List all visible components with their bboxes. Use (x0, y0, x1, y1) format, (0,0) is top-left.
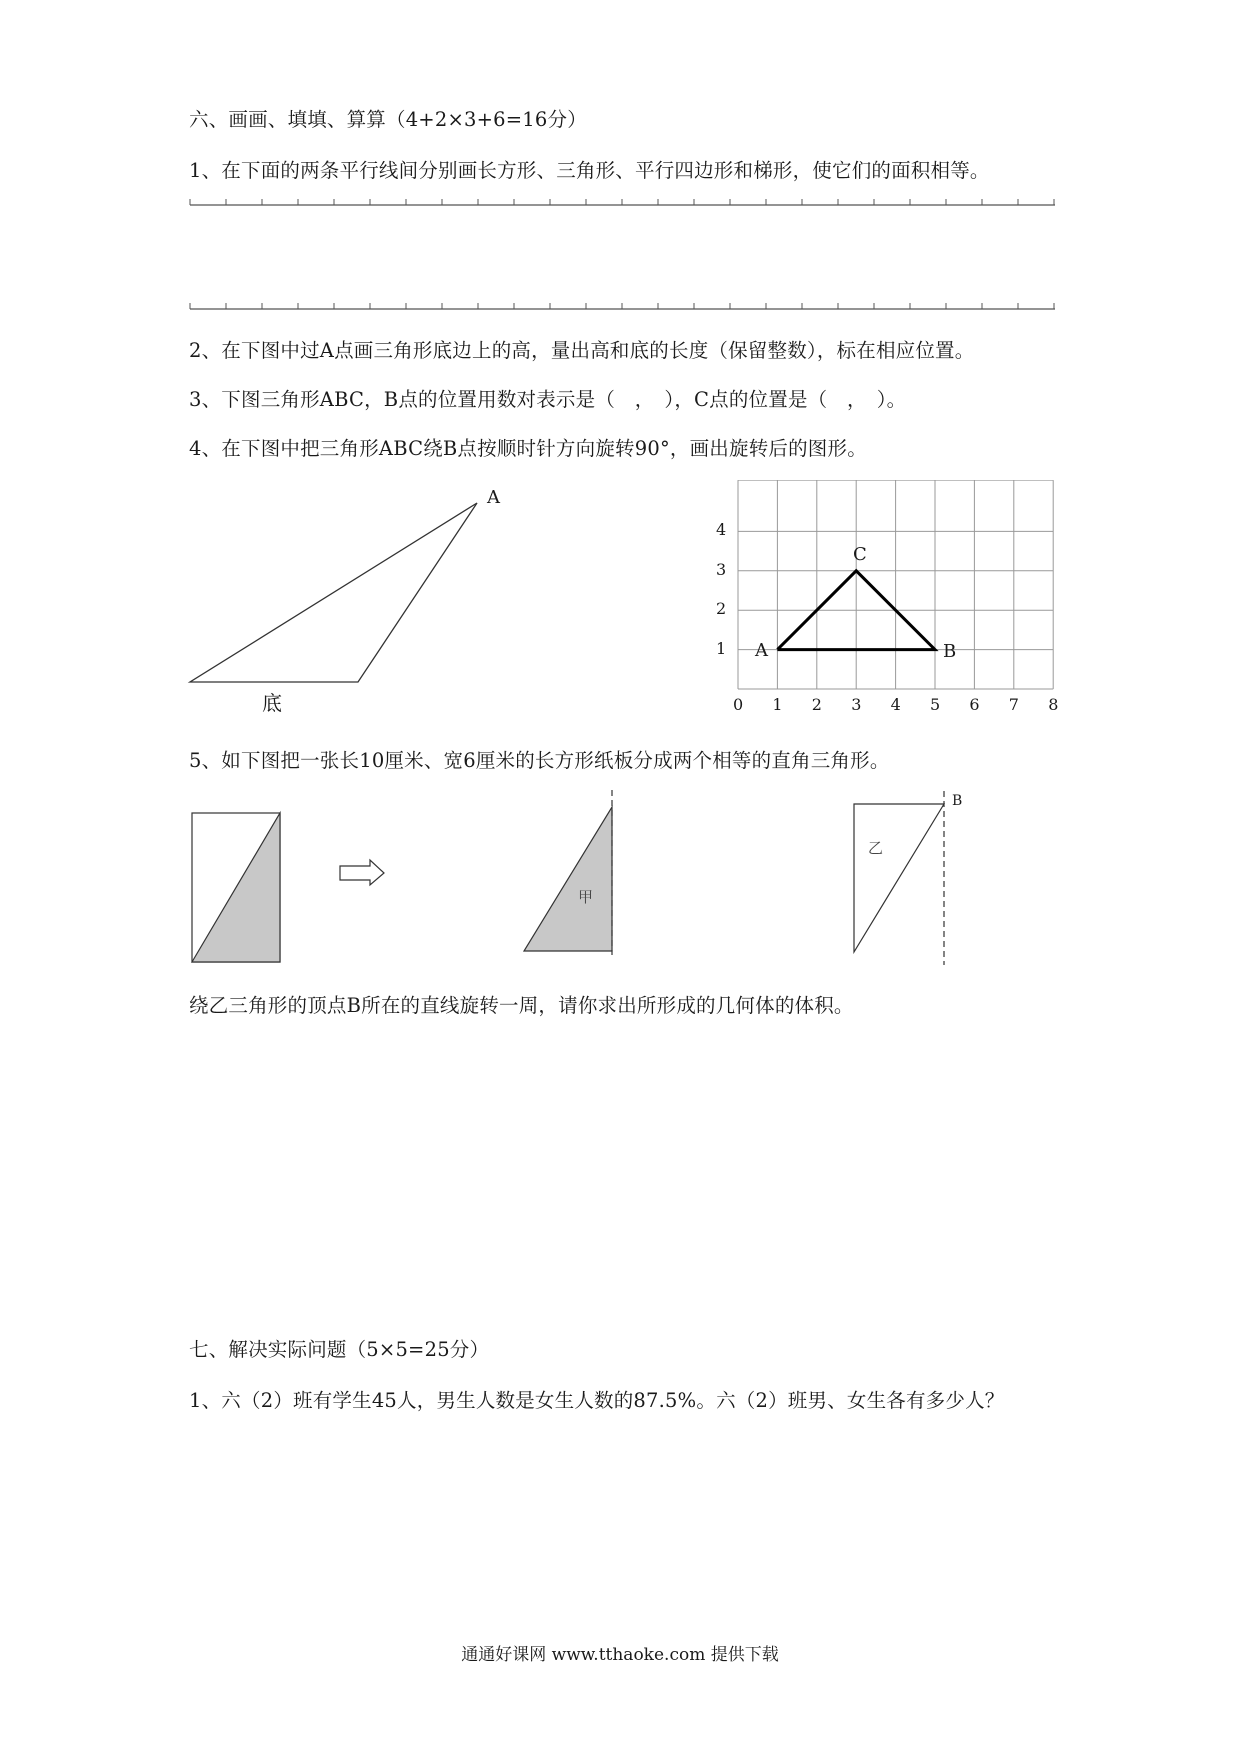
grid-point-c-label: C (853, 544, 867, 565)
y-tick-label: 4 (716, 520, 727, 540)
question-7-1: 1、六（2）班有学生45人，男生人数是女生人数的87.5%。六（2）班男、女生各有多少人？ (189, 1389, 1005, 1412)
grid-point-b-label: B (943, 641, 957, 662)
yi-label: 乙 (868, 839, 884, 857)
section-seven-heading: 七、解决实际问题（5×5=25分） (189, 1338, 490, 1361)
jia-label: 甲 (578, 888, 594, 906)
x-tick-label: 1 (772, 695, 783, 714)
question-6-2: 2、在下图中过A点画三角形底边上的高，量出高和底的长度（保留整数），标在相应位置。 (189, 339, 975, 362)
question-6-3: 3、下图三角形ABC，B点的位置用数对表示是（ ， ），C点的位置是（ ， ）。 (189, 388, 907, 411)
y-tick-label: 1 (716, 638, 727, 658)
y-tick-label: 3 (716, 559, 727, 579)
coordinate-grid (720, 480, 1060, 720)
arrow-icon (340, 860, 384, 885)
footer: 通通好课网 www.tthaoke.com 提供下载 (461, 1645, 779, 1665)
obtuse-triangle-figure (180, 480, 520, 700)
parallel-lines (185, 195, 1065, 315)
grid-point-a-label: A (755, 640, 768, 661)
rectangle-split-figure (180, 785, 980, 975)
x-tick-label: 6 (969, 695, 980, 714)
question-6-4: 4、在下图中把三角形ABC绕B点按顺时针方向旋转90°，画出旋转后的图形。 (189, 437, 867, 460)
triangle-yi (854, 804, 944, 952)
triangle-shape (190, 503, 477, 682)
section-six-heading: 六、画画、填填、算算（4+2×3+6=16分） (189, 108, 587, 131)
triangle-jia (524, 807, 612, 951)
x-tick-label: 7 (1008, 695, 1019, 714)
base-label: 底 (262, 691, 282, 715)
question-6-5: 5、如下图把一张长10厘米、宽6厘米的长方形纸板分成两个相等的直角三角形。 (189, 749, 890, 772)
x-tick-label: 8 (1048, 695, 1059, 714)
question-6-5-follow: 绕乙三角形的顶点B所在的直线旋转一周，请你求出所形成的几何体的体积。 (189, 994, 854, 1017)
x-tick-label: 0 (733, 695, 744, 714)
question-6-1: 1、在下面的两条平行线间分别画长方形、三角形、平行四边形和梯形，使它们的面积相等。 (189, 159, 990, 182)
x-tick-label: 3 (851, 695, 862, 714)
x-tick-label: 5 (930, 695, 941, 714)
y-tick-label: 2 (716, 599, 727, 619)
x-tick-label: 2 (811, 695, 822, 714)
x-tick-label: 4 (890, 695, 901, 714)
vertex-a-label: A (487, 487, 500, 508)
point-b-label: B (952, 793, 963, 809)
